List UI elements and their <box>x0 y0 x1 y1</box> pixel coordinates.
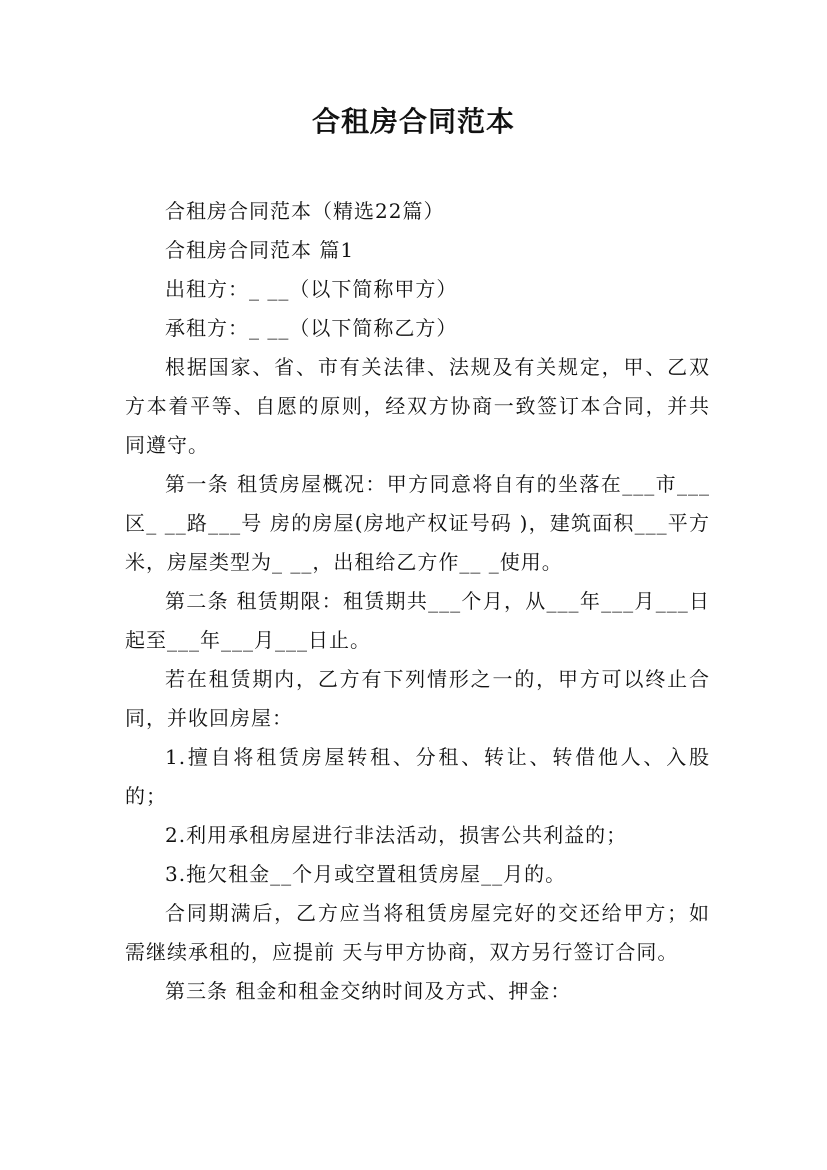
subtitle-paragraph: 合租房合同范本（精选22篇） <box>165 199 445 223</box>
section-heading: 合租房合同范本 篇1 <box>165 238 355 262</box>
termination-item-2: 2.利用承租房屋进行非法活动，损害公共利益的； <box>165 823 628 847</box>
termination-item-3: 3.拖欠租金__个月或空置租赁房屋__月的。 <box>165 862 567 886</box>
article-2-paragraph: 第二条 租赁期限：租赁期共___个月，从___年___月___日起至___年___月___日止。 <box>125 589 710 652</box>
termination-paragraph: 若在租赁期内，乙方有下列情形之一的，甲方可以终止合同，并收回房屋： <box>125 667 710 730</box>
expiry-paragraph: 合同期满后，乙方应当将租赁房屋完好的交还给甲方；如需继续承租的，应提前 天与甲方协商，双方另行签订合同。 <box>125 901 710 964</box>
preamble-paragraph: 根据国家、省、市有关法律、法规及有关规定，甲、乙双方本着平等、自愿的原则，经双方协商一致签订本合同，并共同遵守。 <box>125 355 710 457</box>
document-body <box>125 192 710 1011</box>
termination-item-1: 1.擅自将租赁房屋转租、分租、转让、转借他人、入股的； <box>125 745 710 808</box>
lessor-line: 出租方：_ __（以下简称甲方） <box>165 277 458 301</box>
article-1-paragraph: 第一条 租赁房屋概况：甲方同意将自有的坐落在___市___区_ __路___号 房的房屋(房地产权证号码 )，建筑面积___平方米，房屋类型为_ __，出租给乙方作__ _使用。 <box>125 472 710 574</box>
document-title: 合租房合同范本 <box>311 105 515 138</box>
lessee-line: 承租方：_ __（以下简称乙方） <box>165 316 458 340</box>
article-3-paragraph: 第三条 租金和租金交纳时间及方式、押金： <box>165 979 572 1003</box>
